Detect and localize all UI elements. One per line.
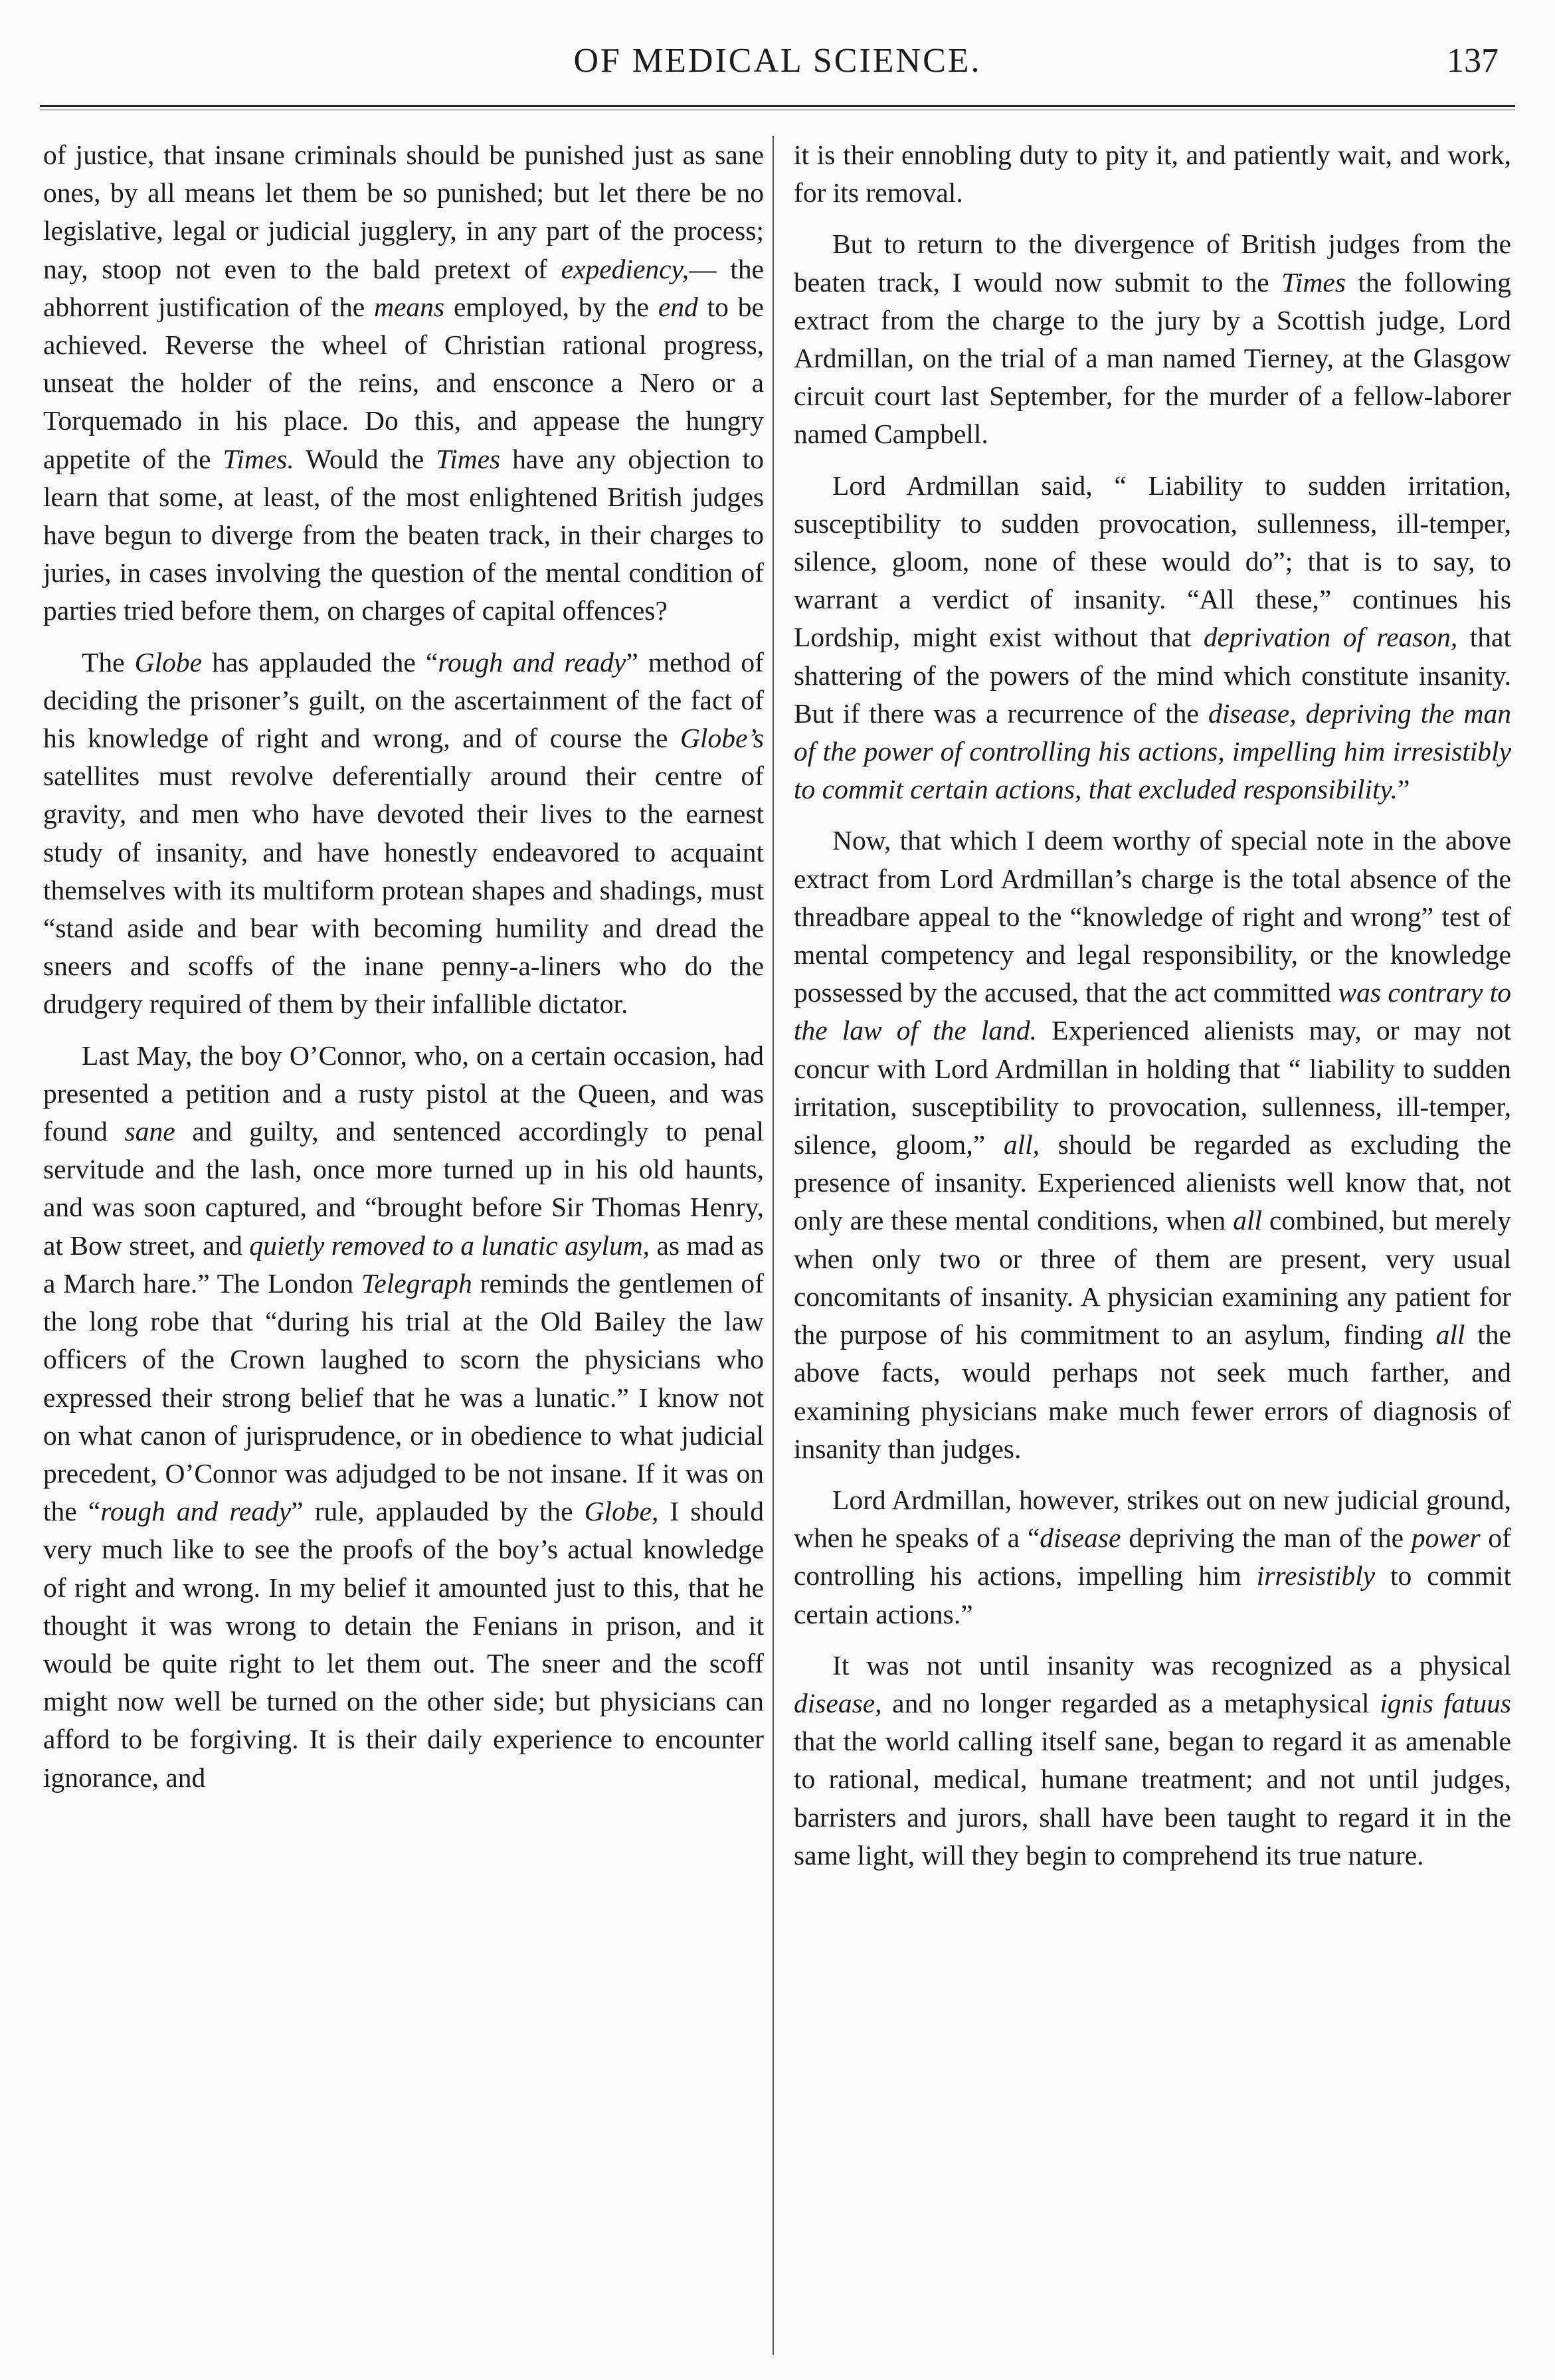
text-run: and guilty, and sentenced accordingly to penal servitude and the lash, once more turned up in his old haunts, and was soon captured, and “brought before Sir Thomas Henry, at Bow street, and [43, 1116, 764, 1261]
text-run: Lord Ardmillan, however, strikes out on new judicial ground, when he speaks of a “ [794, 1484, 1511, 1554]
paragraph [794, 822, 1511, 1467]
italic-text: disease, [794, 1687, 882, 1718]
text-run: satellites must revolve deferentially around their centre of gravity, and men who have devoted their lives to the earnest study of insanity, and have honestly endeavored to acquaint themselves with its multiform protean shapes and shadings, must “stand aside and bear with becoming humility and dread the sneers and scoffs of the inane penny-a-liners who do the drudgery required of them by their infallible dictator. [43, 761, 764, 1020]
text-run: should be regarded as excluding the presence of insanity. Experienced alienists well know that, not only are these mental conditions, when [794, 1129, 1511, 1236]
right-column [794, 136, 1511, 1888]
italic-text: Globe’s [680, 723, 764, 754]
italic-text: was contrary to the law of the land. [794, 977, 1511, 1046]
italic-text: Globe, [584, 1496, 659, 1527]
text-run: to be achieved. Reverse the wheel of Christian rational progress, unseat the holder of the reins, and ensconce a Nero or a Torquemado in his place. Do this, and appease the hungry appetite of the [43, 291, 764, 474]
text-run: ” method of deciding the prisoner’s guilt, on the ascertainment of the fact of his knowledge of right and wrong, and of course the [43, 646, 764, 754]
page-number: 137 [1447, 42, 1499, 80]
text-run: ” rule, applauded by the [291, 1496, 585, 1527]
text-run: that the world calling itself sane, began to regard it as amenable to rational, medical, humane treatment; and not until judges, barristers and jurors, shall have been taught to regard it in the same light, will they begin to comprehend its true nature. [794, 1726, 1511, 1871]
italic-text: means [374, 291, 445, 322]
running-title: OF MEDICAL SCIENCE. [573, 42, 982, 80]
column-divider [773, 136, 774, 2355]
italic-text: all [1435, 1319, 1465, 1350]
italic-text: Globe [134, 646, 203, 678]
paragraph [794, 1481, 1511, 1633]
text-run: of controlling his actions, impelling him [794, 1522, 1512, 1592]
italic-text: Times [436, 443, 501, 474]
italic-text: ignis fatuus [1380, 1687, 1511, 1718]
text-run: ” [1398, 774, 1410, 805]
text-run: Last May, the boy O’Connor, who, on a certain occasion, had presented a petition and a rusty pistol at the Queen, and was found [43, 1040, 764, 1147]
italic-text: Times [1281, 266, 1346, 298]
paragraph [794, 467, 1511, 809]
italic-text: deprivation of reason, [1203, 622, 1458, 653]
text-run: have any objection to learn that some, at least, of the most enlightened British judges have begun to diverge from the beaten track, in their charges to juries, in cases involving the question of the mental condition of parties tried before them, on charges of capital offences? [43, 443, 765, 626]
text-run: to commit certain actions.” [794, 1560, 1511, 1629]
italic-text: Times. [223, 443, 294, 474]
paragraph-continued [43, 136, 764, 630]
paragraph-continued [794, 136, 1511, 212]
italic-text: power [1411, 1522, 1481, 1554]
text-run: that shattering of the powers of the mind which constitute insanity. But if there was a recurrence of the [794, 622, 1511, 729]
running-head [40, 41, 1515, 94]
text-run: — the abhorrent justification of the [43, 253, 764, 322]
text-run: Would the [294, 443, 436, 474]
text-run: as mad as a March hare.” The London [43, 1230, 764, 1299]
text-run: of justice, that insane criminals should be punished just as sane ones, by all means let them be so punished; but let there be no legislative, legal or judicial jugglery, in any part of the process; nay, stoop not even to the bald pretext of [43, 139, 764, 284]
paragraph [794, 225, 1511, 453]
italic-text: end [658, 291, 698, 322]
paragraph [43, 644, 764, 1024]
text-run: depriving the man of the [1121, 1522, 1412, 1554]
italic-text: quietly removed to a lunatic asylum, [249, 1230, 650, 1261]
paragraph [794, 1647, 1511, 1875]
italic-text: all, [1003, 1129, 1040, 1160]
italic-text: rough and ready [100, 1496, 292, 1527]
text-run: the following extract from the charge to the jury by a Scottish judge, Lord Ardmillan, on the trial of a man named Tierney, at the Glasgow circuit court last September, for the murder of a fellow-laborer named Campbell. [794, 266, 1511, 450]
text-run: I should very much like to see the proofs of the boy’s actual knowledge of right and wrong. In my belief it amounted just to this, that he thought it was wrong to detain the Fenians in prison, and it would be quite right to let them out. The sneer and the scoff might now well be turned on the other side; but physicians can afford to be forgiving. It is their daily experience to encounter ignorance, and [43, 1496, 764, 1793]
paragraph [43, 1037, 764, 1797]
text-run: But to return to the divergence of British judges from the beaten track, I would now submit to the [794, 229, 1511, 298]
italic-text: rough and ready [438, 646, 626, 678]
italic-text: all [1233, 1205, 1263, 1236]
text-run: and no longer regarded as a metaphysical [881, 1687, 1380, 1718]
text-run: It was not until insanity was recognized as a physical [832, 1649, 1511, 1681]
italic-text: expediency, [561, 253, 689, 284]
text-run: has applauded the “ [202, 646, 438, 678]
italic-text: sane [124, 1116, 175, 1147]
text-run: the above facts, would perhaps not seek much farther, and examining physicians make much fewer errors of diagnosis of insanity than judges. [794, 1319, 1511, 1464]
italic-text: Telegraph [361, 1267, 472, 1299]
text-run: employed, by the [444, 291, 658, 322]
text-run: Experienced alienists may, or may not concur with Lord Ardmillan in holding that “ liability to sudden irritation, susceptibility to provocation, sullenness, ill-temper, silence, gloom,” [794, 1015, 1511, 1160]
text-run: combined, but merely when only two or three of them are present, very usual concomitants of insanity. A physician examining any patient for the purpose of his commitment to an asylum, finding [794, 1205, 1511, 1350]
text-run: reminds the gentlemen of the long robe that “during his trial at the Old Bailey the law officers of the Crown laughed to scorn the physicians who expressed their strong belief that he was a lunatic.” I know not on what canon of jurisprudence, or in obedience to what judicial precedent, O’Connor was adjudged to be not insane. If it was on the “ [43, 1267, 764, 1527]
italic-text: irresistibly [1256, 1560, 1376, 1592]
italic-text: disease, depriving the man of the power of controlling his actions, impelling him irresistibly to commit certain actions, that excluded responsibility. [794, 697, 1511, 805]
text-run: Now, that which I deem worthy of special note in the above extract from Lord Ardmillan’s charge is the total absence of the threadbare appeal to the “knowledge of right and wrong” test of mental competency and legal responsibility, or the knowledge possessed by the accused, that the act committed [794, 825, 1511, 1008]
left-column [43, 136, 764, 1810]
text-run: it is their ennobling duty to pity it, and patiently wait, and work, for its removal. [794, 139, 1511, 209]
text-run: Lord Ardmillan said, “ Liability to sudden irritation, susceptibility to sudden provocation, sullenness, ill-temper, silence, gloom, none of these would do”; that is to say, to warrant a verdict of insanity. “All these,” continues his Lordship, might exist without that [794, 470, 1511, 653]
italic-text: disease [1040, 1522, 1121, 1554]
header-rule [40, 105, 1515, 110]
text-run: The [82, 646, 135, 678]
